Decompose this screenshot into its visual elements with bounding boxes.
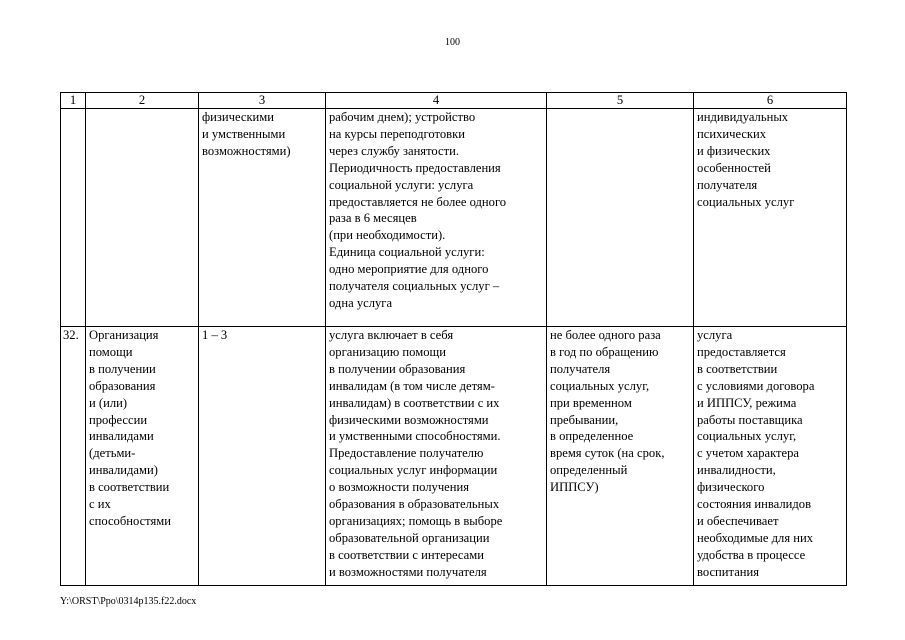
header-cell-6: 6 (694, 93, 847, 109)
page-number: 100 (445, 37, 460, 48)
frequency-cell (547, 109, 694, 327)
header-cell-1: 1 (61, 93, 86, 109)
conditions-cell: услуга предоставляется в соответствии с условиями договора и ИППСУ, режима работы поставщика социальных услуг, с учетом характера инвалидности, физического состояния инвалидов и обеспечивает необходимые для них удобства в процессе воспитания (694, 327, 847, 586)
header-cell-4: 4 (326, 93, 547, 109)
header-cell-5: 5 (547, 93, 694, 109)
header-cell-3: 3 (199, 93, 326, 109)
conditions-cell: индивидуальных психических и физических особенностей получателя социальных услуг (694, 109, 847, 327)
header-cell-2: 2 (86, 93, 199, 109)
description-cell: рабочим днем); устройство на курсы переподготовки через службу занятости. Периодичность предоставления социальной услуги: услуга предоставляется не более одного раза в 6 месяцев (при необходимости). Единица социальной услуги: одно мероприятие для одного получателя социальных услуг – одна услуга (326, 109, 547, 327)
description-cell: услуга включает в себя организацию помощи в получении образования инвалидам (в том числе детям- инвалидам) в соответствии с их физическими возможностями и умственными способностями. Предоставление получателю социальных услуг информации о возможности получения образования в образовательных организациях; помощь в выборе образовательной организации в соответствии с интересами и возможностями получателя (326, 327, 547, 586)
service-name-cell (86, 109, 199, 327)
table-row-continuation (61, 109, 847, 327)
row-number-cell (61, 109, 86, 327)
row-number-cell: 32. (61, 327, 86, 586)
file-path-footer: Y:\ORST\Ppo\0314p135.f22.docx (60, 596, 197, 607)
category-cell: 1 – 3 (199, 327, 326, 586)
services-table (60, 92, 847, 586)
category-cell: физическими и умственными возможностями) (199, 109, 326, 327)
service-name-cell: Организация помощи в получении образования и (или) профессии инвалидами (детьми- инвалидами) в соответствии с их способностями (86, 327, 199, 586)
table-row-32 (61, 327, 847, 586)
header-row (61, 93, 847, 109)
frequency-cell: не более одного раза в год по обращению получателя социальных услуг, при временном пребывании, в определенное время суток (на срок, определенный ИППСУ) (547, 327, 694, 586)
